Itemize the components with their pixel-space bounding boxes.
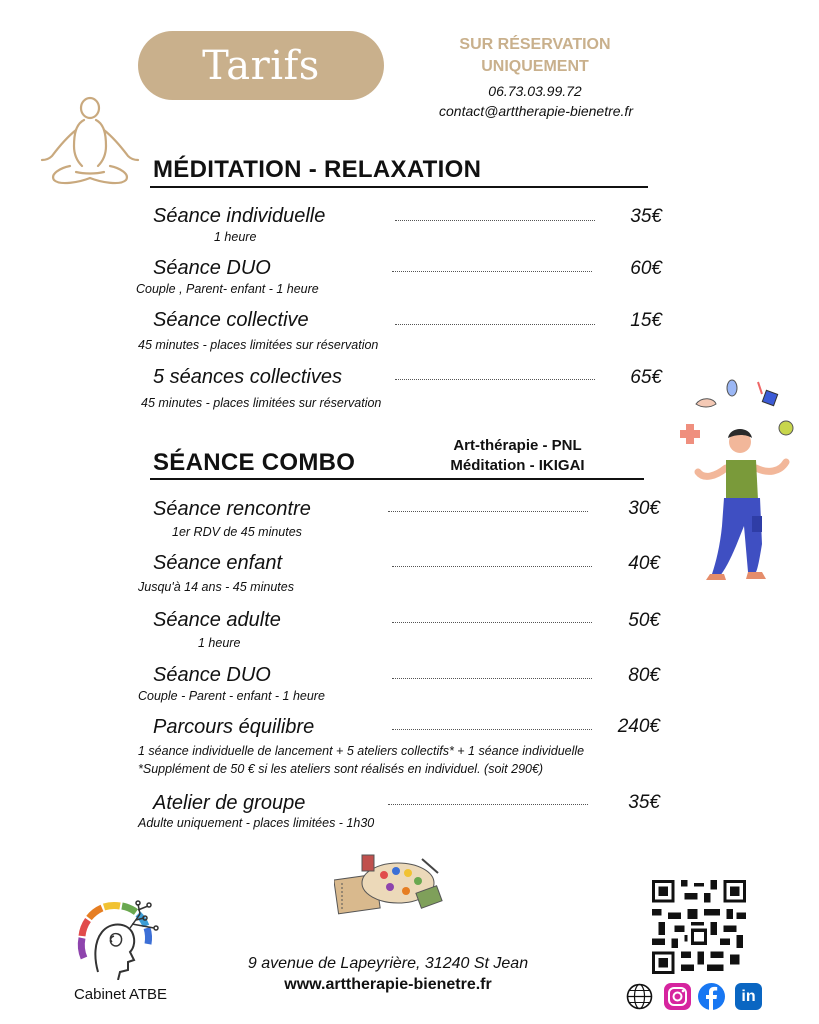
leader-dots bbox=[392, 622, 592, 623]
item-detail: 1 heure bbox=[214, 230, 257, 244]
item-detail: 1er RDV de 45 minutes bbox=[172, 525, 302, 539]
instagram-icon[interactable] bbox=[664, 983, 691, 1010]
item-name: Séance DUO bbox=[153, 257, 271, 279]
leader-dots bbox=[388, 511, 588, 512]
leader-dots bbox=[388, 804, 588, 805]
item-name: Séance DUO bbox=[153, 664, 271, 686]
meditation-section-title: MÉDITATION - RELAXATION bbox=[153, 156, 482, 183]
website-globe-icon[interactable] bbox=[626, 983, 653, 1010]
item-price: 65€ bbox=[630, 367, 662, 388]
item-price: 40€ bbox=[628, 553, 660, 574]
item-detail: 45 minutes - places limitées sur réservation bbox=[138, 338, 379, 352]
item-price: 240€ bbox=[617, 716, 660, 737]
item-price: 80€ bbox=[628, 665, 660, 686]
item-detail: 1 séance individuelle de lancement + 5 ateliers collectifs* + 1 séance individuelle bbox=[138, 744, 585, 758]
qr-code[interactable] bbox=[652, 880, 746, 974]
cabinet-name: Cabinet ATBE bbox=[73, 986, 168, 1003]
leader-dots bbox=[395, 324, 595, 325]
item-name: Séance enfant bbox=[153, 552, 282, 574]
linkedin-icon[interactable]: in bbox=[735, 983, 762, 1010]
combo-section-title: SÉANCE COMBO bbox=[153, 449, 356, 476]
juggler-illustration bbox=[676, 376, 801, 581]
item-price: 30€ bbox=[628, 498, 660, 519]
item-detail: 45 minutes - places limitées sur réservation bbox=[141, 396, 382, 410]
item-detail: Couple - Parent - enfant - 1 heure bbox=[138, 689, 325, 703]
item-price: 15€ bbox=[630, 310, 662, 331]
leader-dots bbox=[392, 566, 592, 567]
reservation-notice: SUR RÉSERVATION UNIQUEMENT bbox=[459, 36, 611, 75]
leader-dots bbox=[392, 678, 592, 679]
page-title: Tarifs bbox=[138, 31, 384, 100]
email-address[interactable]: contact@arttherapie-bienetre.fr bbox=[439, 103, 633, 119]
item-name: Séance adulte bbox=[153, 609, 281, 631]
item-name: Séance rencontre bbox=[153, 498, 311, 520]
item-detail: Couple , Parent- enfant - 1 heure bbox=[136, 282, 319, 296]
leader-dots bbox=[392, 729, 592, 730]
item-price: 60€ bbox=[630, 258, 662, 279]
item-price: 50€ bbox=[628, 610, 660, 631]
meditation-icon bbox=[40, 94, 140, 189]
website-link[interactable]: www.arttherapie-bienetre.fr bbox=[284, 976, 492, 993]
item-detail: 1 heure bbox=[198, 636, 241, 650]
combo-section-rule bbox=[150, 478, 644, 480]
item-price: 35€ bbox=[628, 792, 660, 813]
art-supplies-illustration bbox=[334, 853, 446, 915]
item-price: 35€ bbox=[630, 206, 662, 227]
meditation-section-rule bbox=[150, 186, 648, 188]
item-name: Séance individuelle bbox=[153, 205, 326, 227]
item-detail: Adulte uniquement - places limitées - 1h30 bbox=[138, 816, 375, 830]
item-name: Atelier de groupe bbox=[153, 792, 306, 814]
item-name: Séance collective bbox=[153, 309, 309, 331]
leader-dots bbox=[392, 271, 592, 272]
combo-section-subtitle: Art-thérapie - PNL Méditation - IKIGAI bbox=[450, 437, 585, 474]
item-name: Parcours équilibre bbox=[153, 716, 315, 738]
cabinet-logo bbox=[72, 898, 164, 980]
leader-dots bbox=[395, 220, 595, 221]
phone-number[interactable]: 06.73.03.99.72 bbox=[488, 83, 582, 99]
address: 9 avenue de Lapeyrière, 31240 St Jean bbox=[247, 955, 529, 972]
item-name: 5 séances collectives bbox=[153, 366, 342, 388]
facebook-icon[interactable] bbox=[698, 983, 725, 1010]
item-note: *Supplément de 50 € si les ateliers sont réalisés en individuel. (soit 290€) bbox=[138, 762, 544, 776]
item-detail: Jusqu'à 14 ans - 45 minutes bbox=[138, 580, 294, 594]
leader-dots bbox=[395, 379, 595, 380]
